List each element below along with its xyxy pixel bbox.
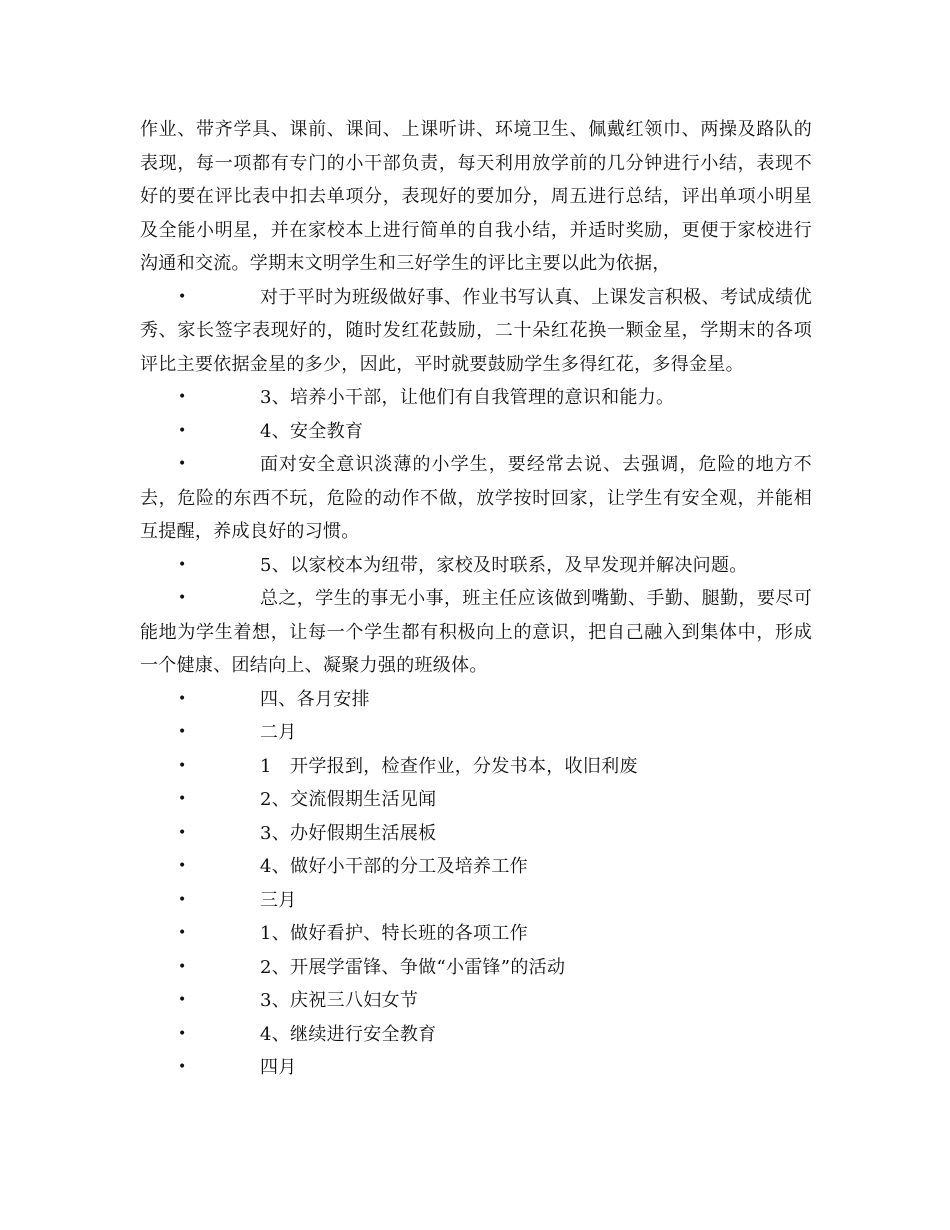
bullet-item-red-flower: • 对于平时为班级做好事、作业书写认真、上课发言积极、考试成绩优秀、家长签字表现好的，随时发红花鼓励，二十朵红花换一颗金星，学期末的各项评比主要依据金星的多少，因此，平时就要鼓励学生多得红花，多得金星。 [140,281,812,382]
bullet-item-safety-heading: • 4、安全教育 [140,415,812,449]
bullet-item-feb-4: • 4、做好小干部的分工及培养工作 [140,850,812,884]
bullet-item-cadre-training: • 3、培养小干部，让他们有自我管理的意识和能力。 [140,381,812,415]
bullet-item-april: • 四月 [140,1051,812,1085]
bullet-item-safety-detail: • 面对安全意识淡薄的小学生，要经常去说、去强调，危险的地方不去，危险的东西不玩，危险的动作不做，放学按时回家，让学生有安全观，并能相互提醒，养成良好的习惯。 [140,448,812,549]
bullet-item-february: • 二月 [140,716,812,750]
bullet-item-summary: • 总之，学生的事无小事，班主任应该做到嘴勤、手勤、腿勤，要尽可能地为学生着想，让每一个学生都有积极向上的意识，把自己融入到集体中，形成一个健康、团结向上、凝聚力强的班级体。 [140,582,812,683]
bullet-item-mar-2: • 2、开展学雷锋、争做“小雷锋”的活动 [140,951,812,985]
bullet-item-feb-3: • 3、办好假期生活展板 [140,817,812,851]
bullet-item-feb-1: • 1 开学报到，检查作业，分发书本，收旧利废 [140,750,812,784]
bullet-item-march: • 三月 [140,884,812,918]
bullet-item-monthly-heading: • 四、各月安排 [140,683,812,717]
bullet-item-feb-2: • 2、交流假期生活见闻 [140,783,812,817]
bullet-item-mar-3: • 3、庆祝三八妇女节 [140,984,812,1018]
document-body [140,113,812,1085]
intro-paragraph: 作业、带齐学具、课前、课间、上课听讲、环境卫生、佩戴红领巾、两操及路队的表现，每一项都有专门的小干部负责，每天利用放学前的几分钟进行小结，表现不好的要在评比表中扣去单项分，表现好的要加分，周五进行总结，评出单项小明星及全能小明星，并在家校本上进行简单的自我小结，并适时奖励，更便于家校进行沟通和交流。学期末文明学生和三好学生的评比主要以此为依据， [140,119,812,274]
bullet-item-home-school: • 5、以家校本为纽带，家校及时联系，及早发现并解决问题。 [140,549,812,583]
bullet-item-mar-4: • 4、继续进行安全教育 [140,1018,812,1052]
bullet-item-mar-1: • 1、做好看护、特长班的各项工作 [140,917,812,951]
